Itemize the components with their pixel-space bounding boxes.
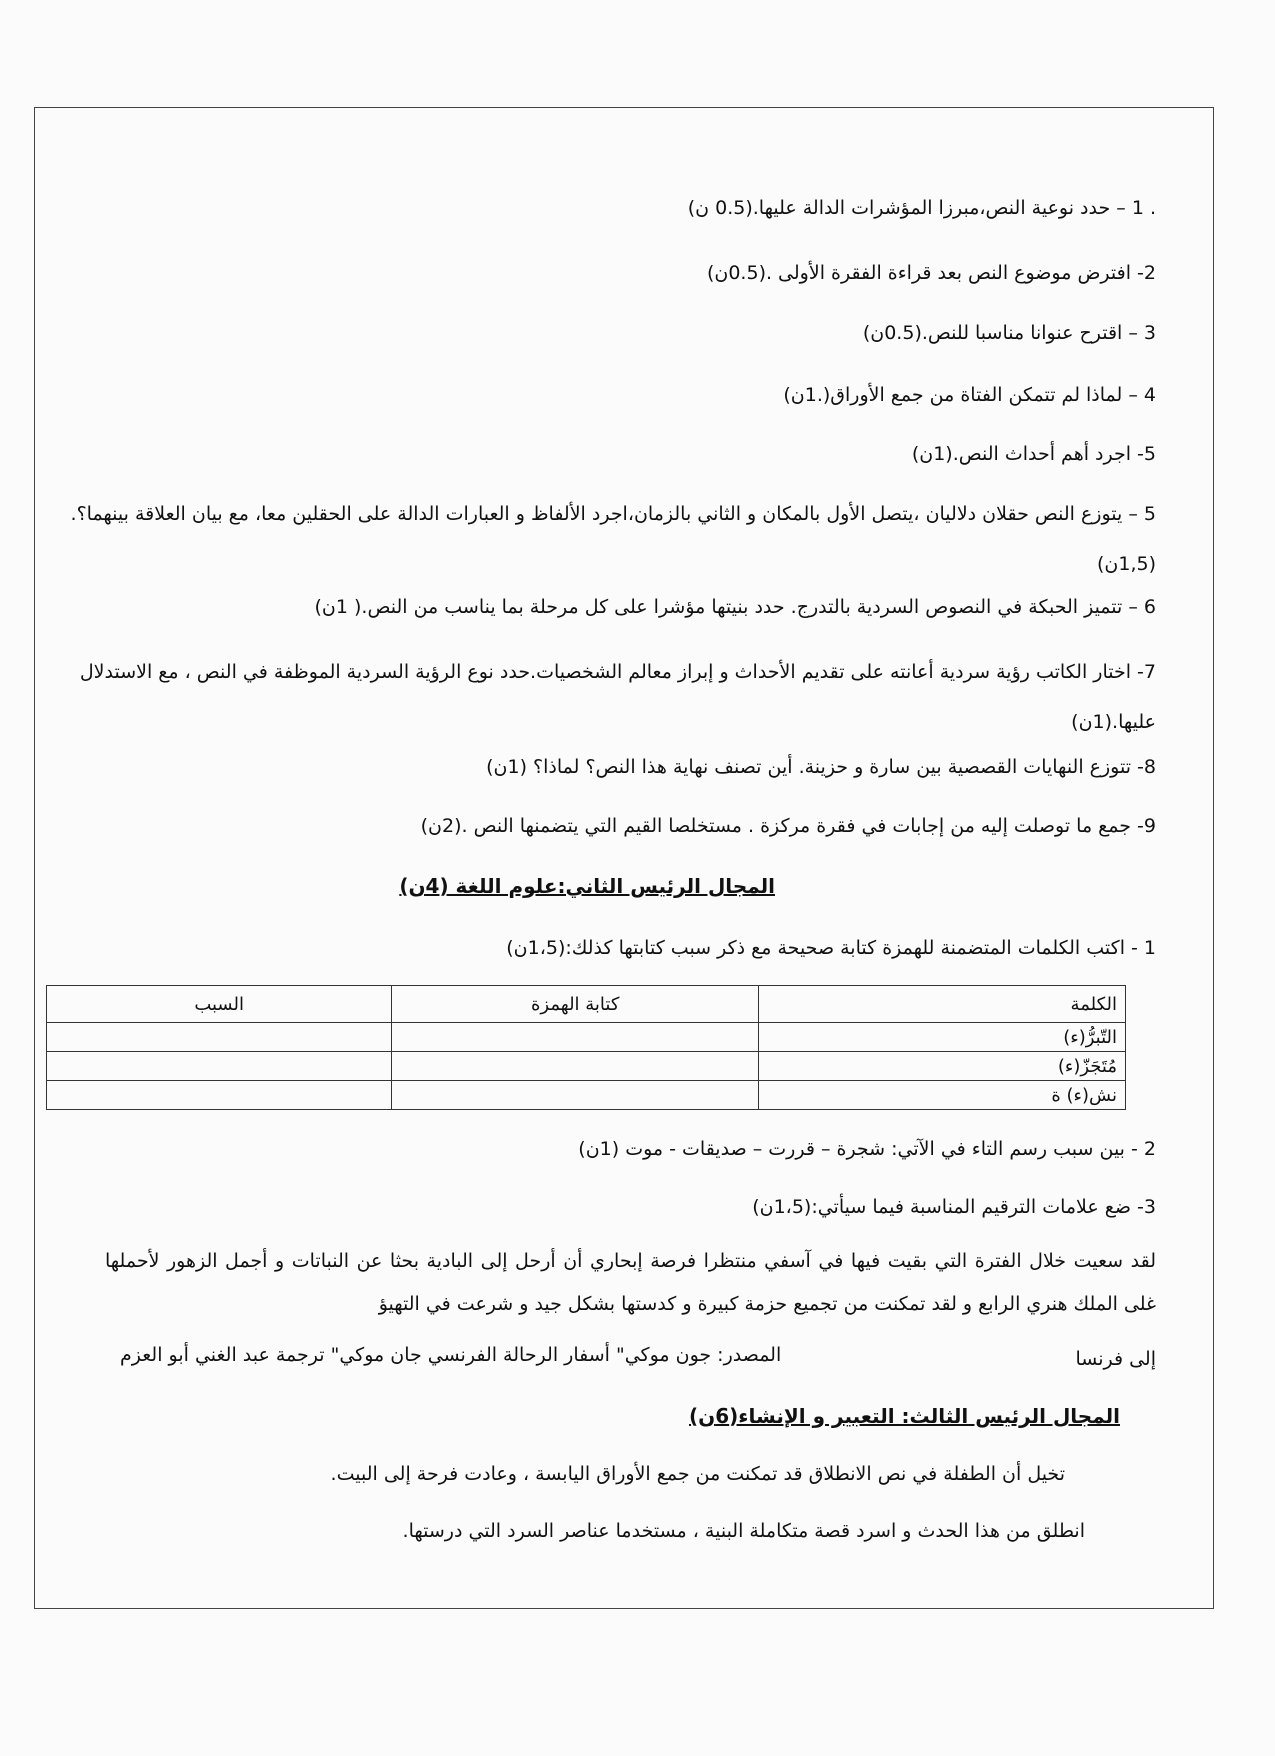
passage-source: المصدر: جون موكي" أسفار الرحالة الفرنسي جان موكي" ترجمة عبد الغني أبو العزم [120,1344,782,1366]
passage-end: إلى فرنسا [1075,1348,1156,1370]
table-cell-hamza [392,1023,759,1052]
table-cell-word: التّبرُّ(ء) [759,1023,1126,1052]
question-5b: 5 – يتوزع النص حقلان دلاليان ،يتصل الأول بالمكان و الثاني بالزمان،اجرد الألفاظ و العبارات الدالة على الحقلين معا، مع بيان العلاقة بينهما؟.(1,5ن) [70,503,1156,575]
table-cell-reason [47,1023,392,1052]
writing-task-line2: انطلق من هذا الحدث و اسرد قصة متكاملة البنية ، مستخدما عناصر السرد التي درستها. [402,1520,1085,1542]
question-4: 4 – لماذا لم تتمكن الفتاة من جمع الأوراق(.1ن) [783,384,1156,406]
table-row [47,1052,1126,1081]
hamza-table [46,985,1126,1110]
section2-heading: المجال الرئيس الثاني:علوم اللغة (4ن) [399,874,775,898]
table-cell-hamza [392,1052,759,1081]
section3-heading: المجال الرئيس الثالث: التعبير و الإنشاء(6ن) [689,1404,1120,1428]
question-8: 8- تتوزع النهايات القصصية بين سارة و حزينة. أين تصنف نهاية هذا النص؟ لماذا؟ (1ن) [486,756,1156,778]
table-cell-hamza [392,1081,759,1110]
table-cell-word: مُتَجَزّ(ء) [759,1052,1126,1081]
question-5a: 5- اجرد أهم أحداث النص.(1ن) [911,443,1156,465]
column-header-hamza: كتابة الهمزة [392,986,759,1023]
table-cell-reason [47,1052,392,1081]
taa-question: 2 - بين سبب رسم التاء في الآتي: شجرة – قررت – صديقات - موت (1ن) [578,1138,1156,1160]
table-cell-reason [47,1081,392,1110]
table-row [47,1081,1126,1110]
table-cell-word: نش(ء) ة [759,1081,1126,1110]
table-header-row [47,986,1126,1023]
question-9: 9- جمع ما توصلت إليه من إجابات في فقرة مركزة . مستخلصا القيم التي يتضمنها النص .(2ن) [420,815,1156,837]
question-7: 7- اختار الكاتب رؤية سردية أعانته على تقديم الأحداث و إبراز معالم الشخصيات.حدد نوع الرؤية السردية الموظفة في النص ، مع الاستدلال عليها.(1ن) [79,661,1156,733]
column-header-word: الكلمة [759,986,1126,1023]
question-3: 3 – اقترح عنوانا مناسبا للنص.(0.5ن) [862,322,1156,344]
punctuation-question: 3- ضع علامات الترقيم المناسبة فيما سيأتي:(1،5ن) [752,1196,1156,1218]
column-header-reason: السبب [47,986,392,1023]
question-6: 6 – تتميز الحبكة في النصوص السردية بالتدرج. حدد بنيتها مؤشرا على كل مرحلة بما يناسب من النص.( 1ن) [314,596,1156,618]
question-2: 2- افترض موضوع النص بعد قراءة الفقرة الأولى .(0.5ن) [706,262,1156,284]
hamza-question: 1 - اكتب الكلمات المتضمنة للهمزة كتابة صحيحة مع ذكر سبب كتابتها كذلك:(1،5ن) [506,937,1156,959]
punctuation-passage: لقد سعيت خلال الفترة التي بقيت فيها في آسفي منتظرا فرصة إبحاري أن أرحل إلى البادية بحثا عن النباتات و أجمل الزهور لأحملها غلى الملك هنري الرابع و لقد تمكنت من تجميع حزمة كبيرة و كدستها بشكل جيد و شرعت في التهيؤ [105,1250,1156,1315]
question-1: . 1 – حدد نوعية النص،مبرزا المؤشرات الدالة عليها.(0.5 ن) [687,197,1156,219]
table-row [47,1023,1126,1052]
writing-task-line1: تخيل أن الطفلة في نص الانطلاق قد تمكنت من جمع الأوراق اليابسة ، وعادت فرحة إلى البيت. [330,1463,1065,1485]
